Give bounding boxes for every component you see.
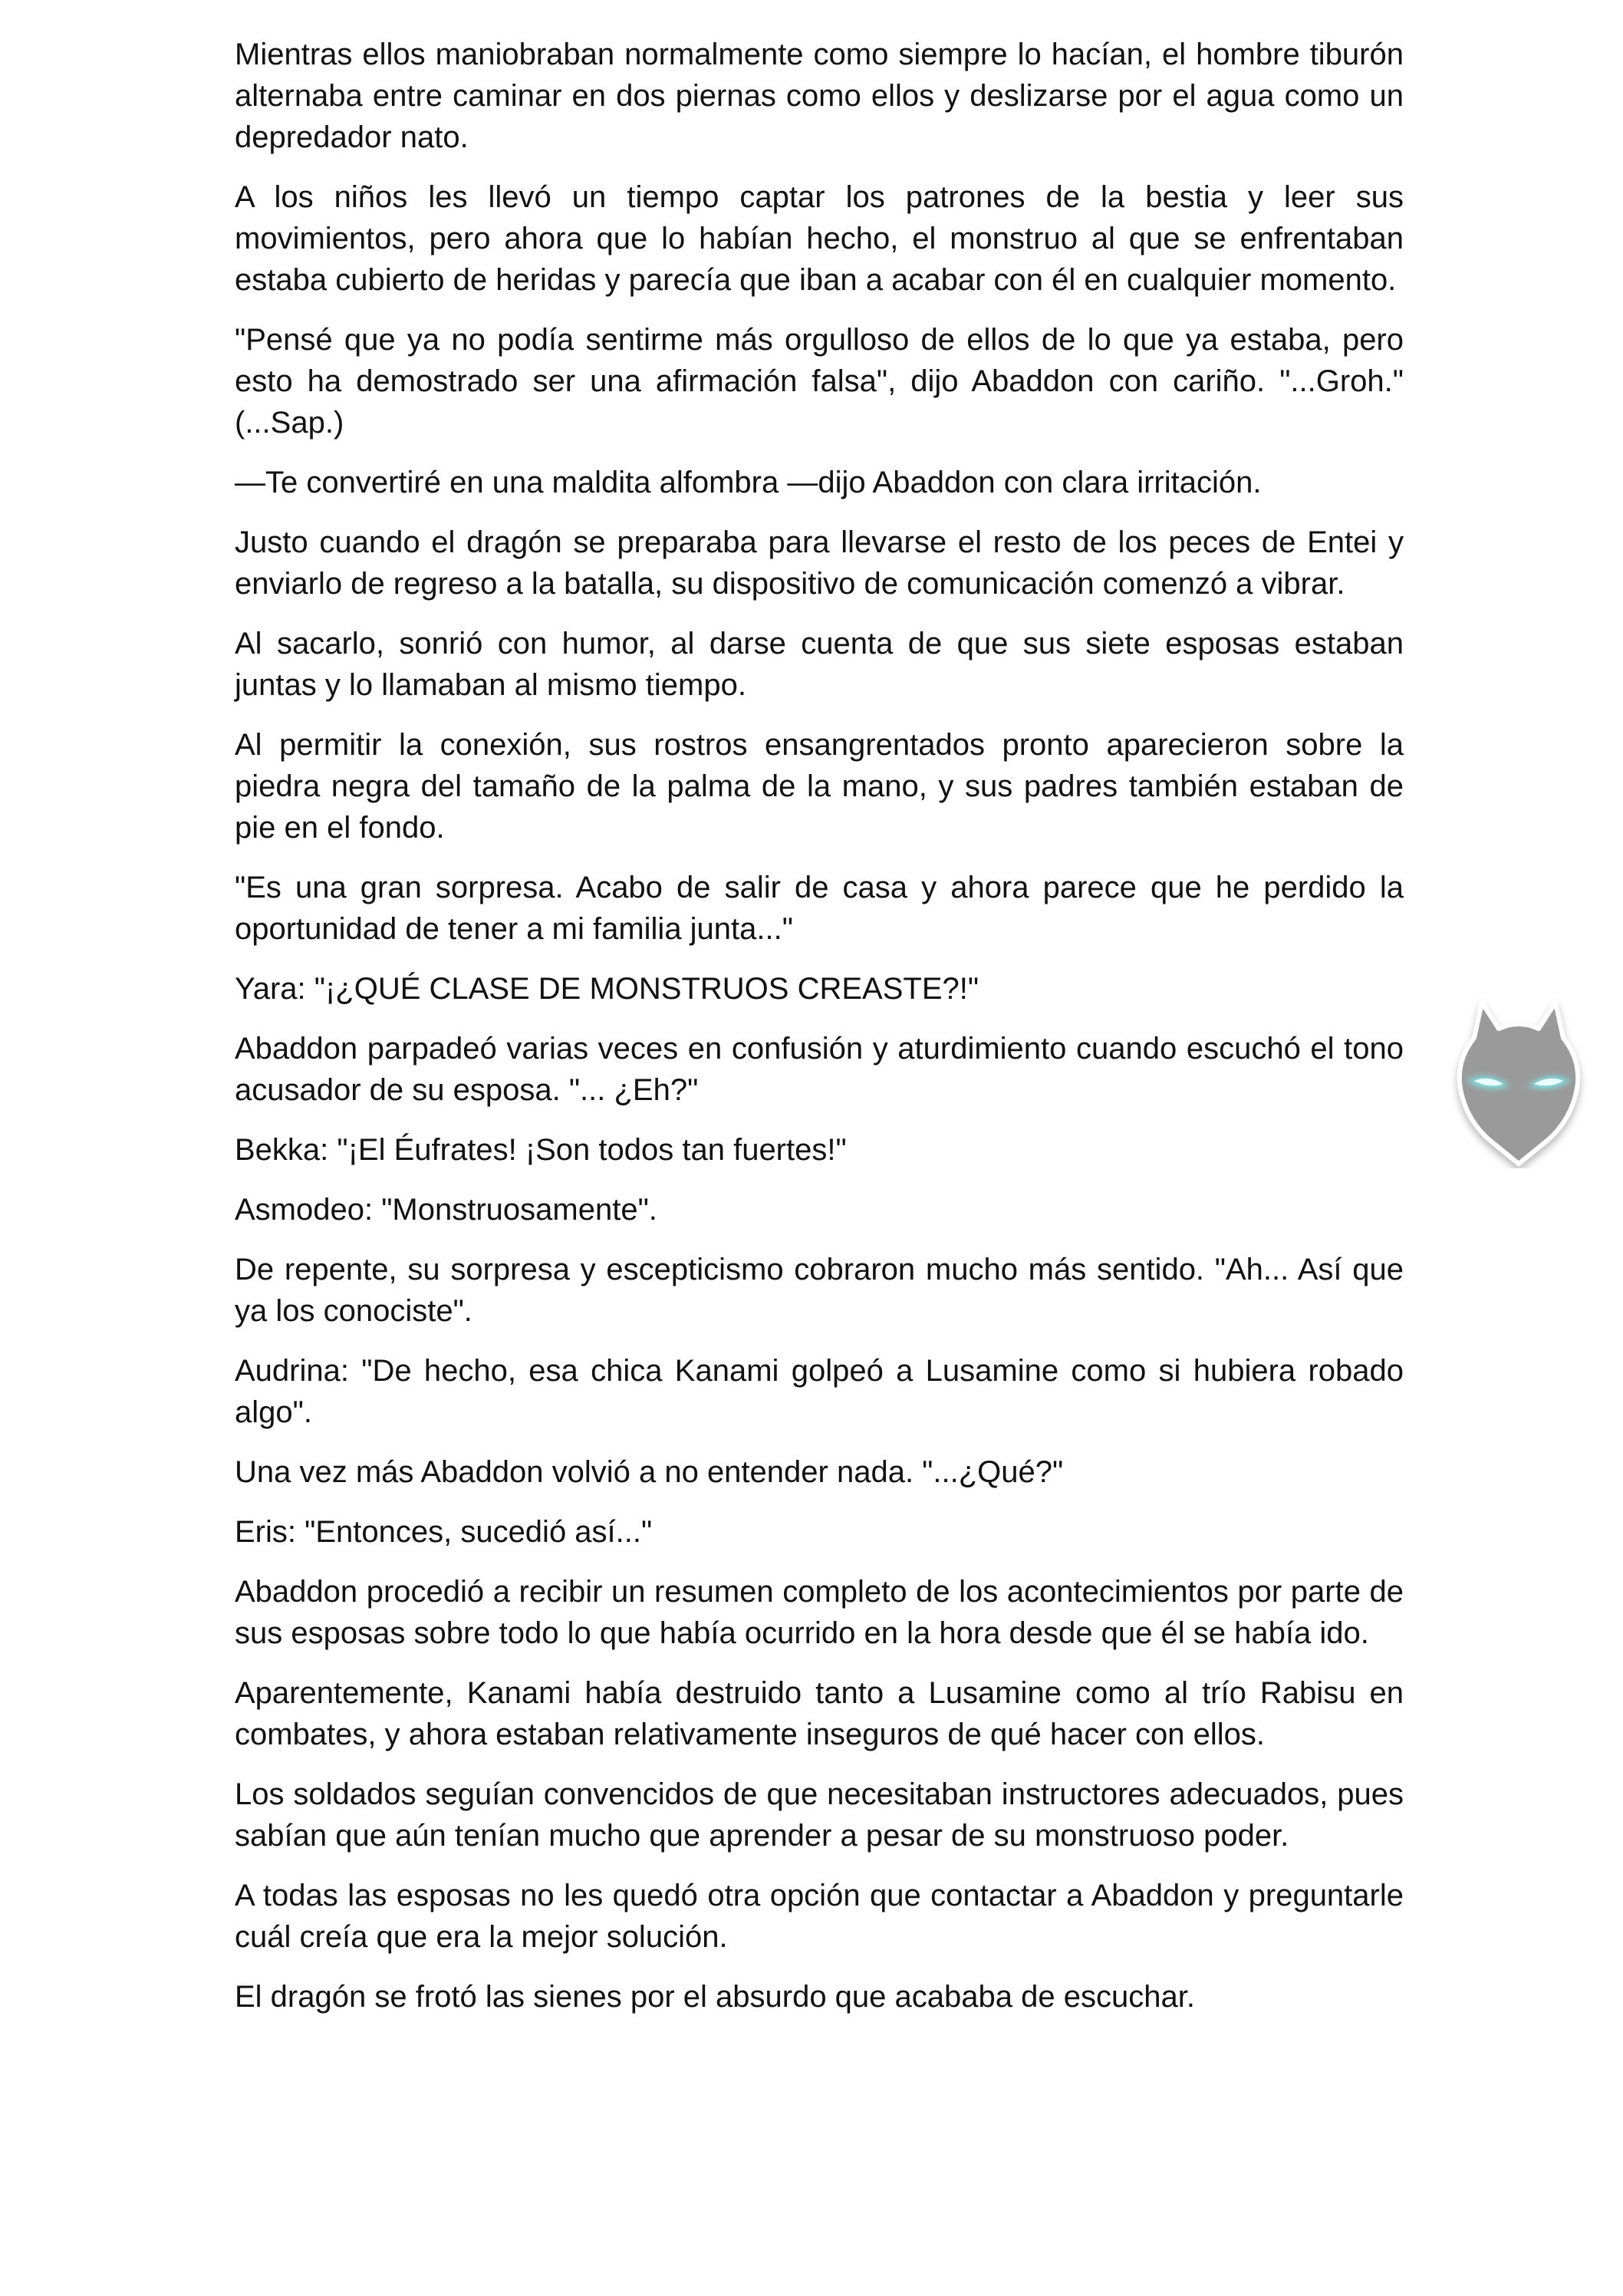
paragraph-9: Yara: "¡¿QUÉ CLASE DE MONSTRUOS CREASTE?!"	[235, 972, 979, 1006]
paragraph-8: "Es una gran sorpresa. Acabo de salir de casa y ahora parece que he perdido la oportunidad de tener a mi familia junta..."	[235, 871, 1404, 946]
paragraph-14: Audrina: "De hecho, esa chica Kanami golpeó a Lusamine como si hubiera robado algo".	[235, 1354, 1404, 1429]
paragraph-2: A los niños les llevó un tiempo captar los patrones de la bestia y leer sus movimientos, pero ahora que lo habían hecho, el monstruo al que se enfrentaban estaba cubierto de heridas y parecía que iban a acabar con él en cualquier momento.	[235, 180, 1404, 297]
paragraph-16: Eris: "Entonces, sucedió así..."	[235, 1515, 653, 1549]
paragraph-11: Bekka: "¡El Éufrates! ¡Son todos tan fuertes!"	[235, 1133, 847, 1167]
paragraph-10: Abaddon parpadeó varias veces en confusión y aturdimiento cuando escuchó el tono acusador de su esposa. "... ¿Eh?"	[235, 1032, 1404, 1107]
paragraph-4: —Te convertiré en una maldita alfombra —dijo Abaddon con clara irritación.	[235, 466, 1262, 499]
paragraph-20: A todas las esposas no les quedó otra opción que contactar a Abaddon y preguntarle cuál creía que era la mejor solución.	[235, 1879, 1404, 1954]
document-body	[235, 34, 1404, 2036]
paragraph-12: Asmodeo: "Monstruosamente".	[235, 1193, 657, 1227]
paragraph-18: Aparentemente, Kanami había destruido tanto a Lusamine como al trío Rabisu en combates, y ahora estaban relativamente inseguros de qué hacer con ellos.	[235, 1676, 1404, 1751]
paragraph-17: Abaddon procedió a recibir un resumen completo de los acontecimientos por parte de sus esposas sobre todo lo que había ocurrido en la hora desde que él se había ido.	[235, 1575, 1404, 1650]
paragraph-7: Al permitir la conexión, sus rostros ensangrentados pronto aparecieron sobre la piedra negra del tamaño de la palma de la mano, y sus padres también estaban de pie en el fondo.	[235, 728, 1404, 845]
paragraph-5: Justo cuando el dragón se preparaba para llevarse el resto de los peces de Entei y enviarlo de regreso a la batalla, su dispositivo de comunicación comenzó a vibrar.	[235, 525, 1404, 601]
paragraph-21: El dragón se frotó las sienes por el absurdo que acababa de escuchar.	[235, 1980, 1195, 2014]
paragraph-13: De repente, su sorpresa y escepticismo cobraron mucho más sentido. "Ah... Así que ya los conociste".	[235, 1253, 1404, 1328]
paragraph-1: Mientras ellos maniobraban normalmente como siempre lo hacían, el hombre tiburón alternaba entre caminar en dos piernas como ellos y deslizarse por el agua como un depredador nato.	[235, 38, 1404, 154]
paragraph-15: Una vez más Abaddon volvió a no entender nada. "...¿Qué?"	[235, 1455, 1064, 1489]
paragraph-3: "Pensé que ya no podía sentirme más orgulloso de ellos de lo que ya estaba, pero esto ha demostrado ser una afirmación falsa", dijo Abaddon con cariño. "...Groh." (...Sap.)	[235, 323, 1404, 440]
demon-head-icon	[1444, 993, 1594, 1168]
paragraph-6: Al sacarlo, sonrió con humor, al darse cuenta de que sus siete esposas estaban juntas y lo llamaban al mismo tiempo.	[235, 627, 1404, 702]
paragraph-19: Los soldados seguían convencidos de que necesitaban instructores adecuados, pues sabían que aún tenían mucho que aprender a pesar de su monstruoso poder.	[235, 1777, 1404, 1853]
